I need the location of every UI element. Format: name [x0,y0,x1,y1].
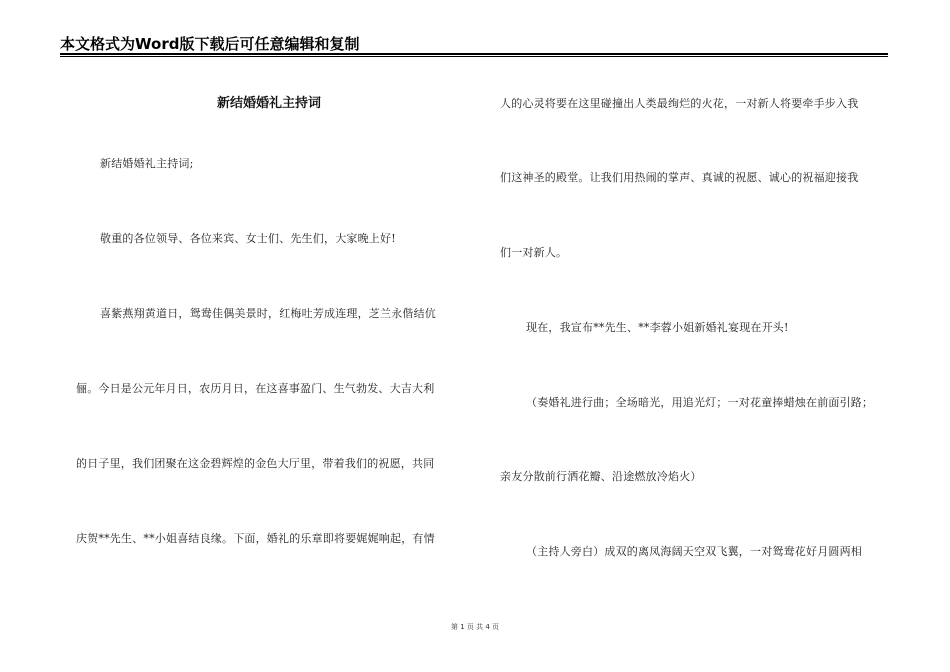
paragraph-line: 的日子里，我们团聚在这金碧辉煌的金色大厅里，带着我们的祝愿，共同 [76,457,435,470]
paragraph-line: 人的心灵将要在这里碰撞出人类最绚烂的火花，一对新人将要牵手步入我 [500,97,859,110]
paragraph-line: 们一对新人。 [500,246,568,259]
paragraph-line: 们这神圣的殿堂。让我们用热闹的掌声、真诚的祝愿、诚心的祝福迎接我 [500,171,859,184]
paragraph-line: 敬重的各位领导、各位来宾、女士们、先生们，大家晚上好! [100,232,396,245]
paragraph-line: 新结婚婚礼主持词; [100,157,194,170]
paragraph-line: （主持人旁白）成双的离凤海阔天空双飞翼，一对鸳鸯花好月圆两相 [526,545,862,558]
paragraph-line: 俪。今日是公元年月日，农历月日，在这喜事盈门、生气勃发、大吉大利 [76,382,435,395]
download-banner: 本文格式为Word版下载后可任意编辑和复制 [60,35,360,53]
document-title: 新结婚婚礼主持词 [216,96,321,111]
paragraph-line: 亲友分散前行洒花瓣、沿途燃放冷焰火） [500,470,702,483]
header-rule [60,53,888,55]
paragraph-line: 庆贺**先生、**小姐喜结良缘。下面，婚礼的乐章即将要娓娓响起，有情 [76,532,435,545]
paragraph-line: （奏婚礼进行曲；全场暗光，用追光灯；一对花童捧蜡烛在前面引路； [526,396,874,409]
paragraph-line: 现在，我宣布**先生、**李蓉小姐新婚礼宴现在开头! [526,321,789,334]
page-number: 第 1 页 共 4 页 [450,623,500,631]
header-rule-thin [60,56,888,57]
paragraph-line: 喜紫燕翔黄道日，鸳鸯佳偶美景时，红梅吐芳成连理，芝兰永偕结伉 [100,307,436,320]
